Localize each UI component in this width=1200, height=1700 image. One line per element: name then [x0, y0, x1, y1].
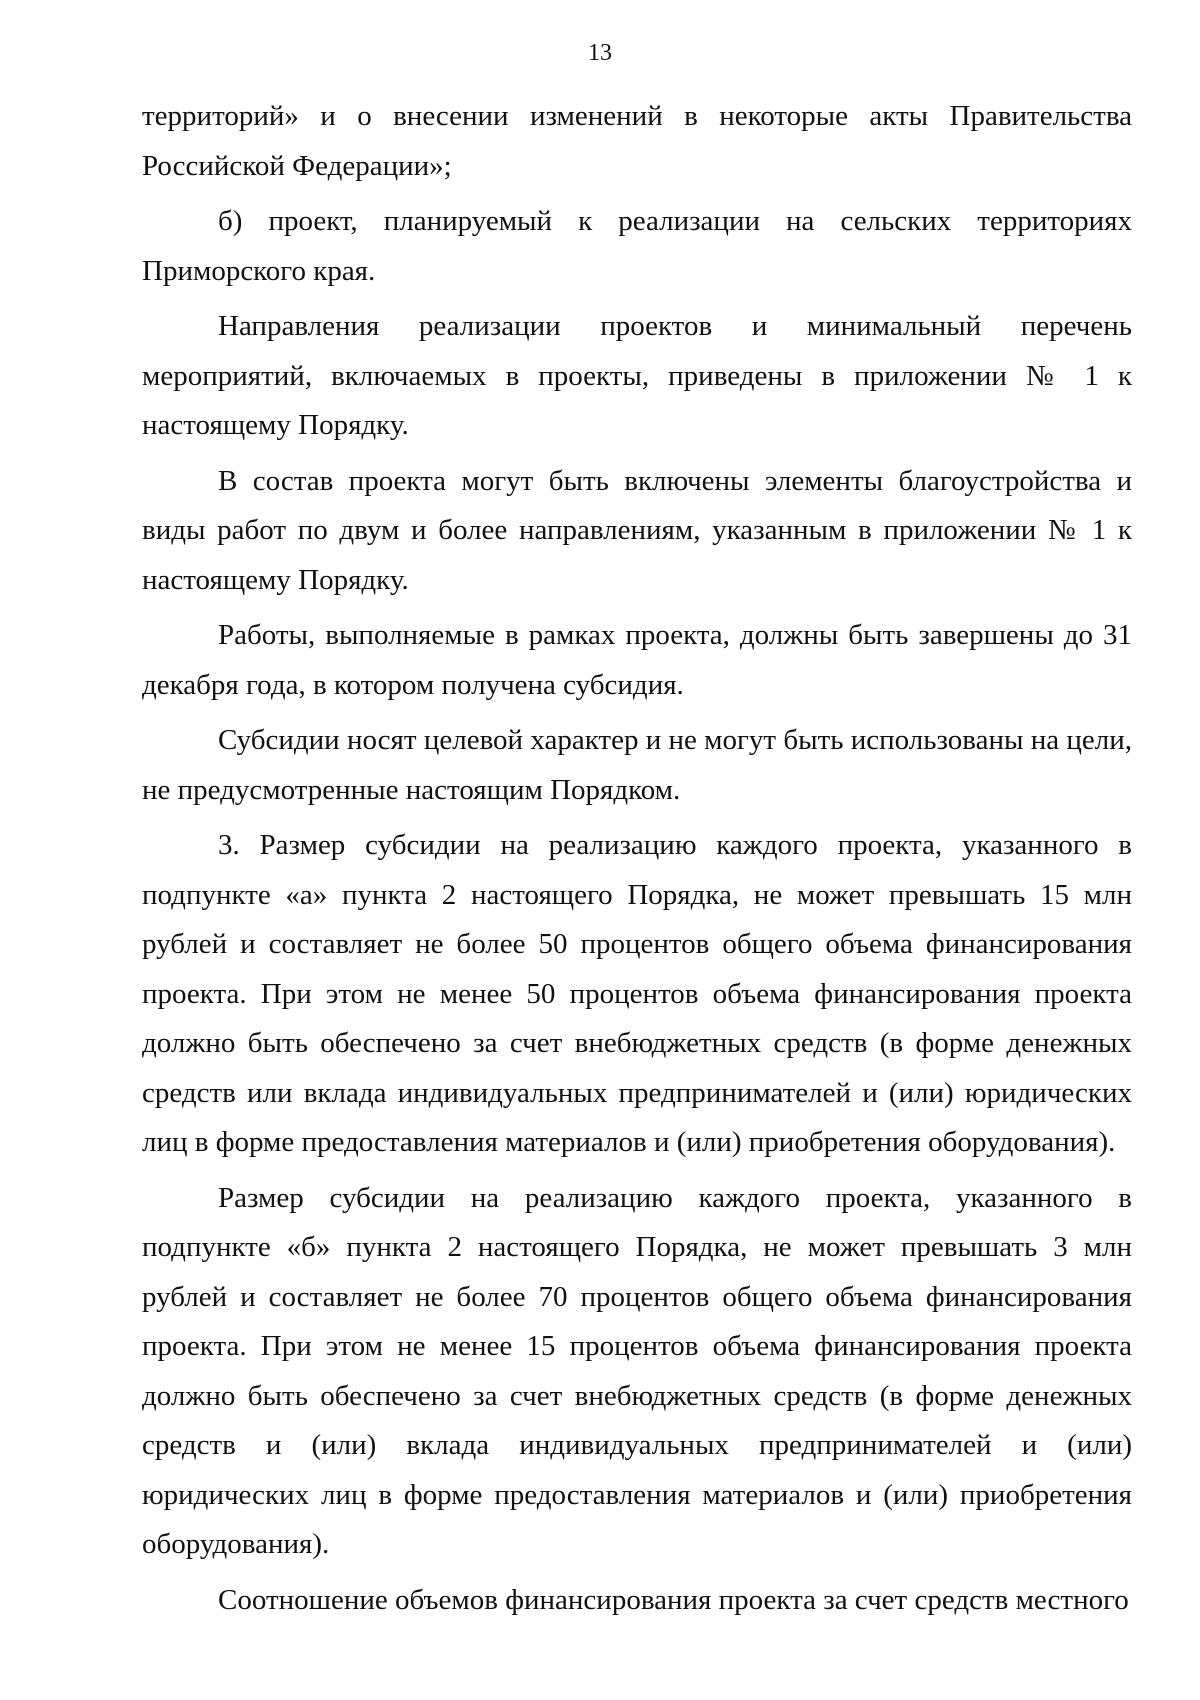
- paragraph-subsidy-size-a: 3. Размер субсидии на реализацию каждого проекта, указанного в подпункте «а» пункта 2 настоящего Порядка, не может превышать 15 млн рублей и составляет не более 50 процентов общего объема финансирования проекта. При этом не менее 50 процентов объема финансирования проекта должно быть обеспечено за счет внебюджетных средств (в форме денежных средств или вклада индивидуальных предпринимателей и (или) юридических лиц в форме предоставления материалов и (или) приобретения оборудования).: [142, 829, 1132, 1158]
- paragraph-financing-ratio: Соотношение объемов финансирования проекта за счет средств местного: [218, 1583, 1129, 1616]
- paragraph-completion-deadline: Работы, выполняемые в рамках проекта, должны быть завершены до 31 декабря года, в котором получена субсидия.: [142, 619, 1132, 701]
- document-body: [142, 92, 1132, 1625]
- paragraph-directions: Направления реализации проектов и минимальный перечень мероприятий, включаемых в проекты, приведены в приложении № 1 к настоящему Порядку.: [142, 310, 1132, 441]
- paragraph-project-composition: В состав проекта могут быть включены элементы благоустройства и виды работ по двум и более направлениям, указанным в приложении № 1 к настоящему Порядку.: [142, 464, 1132, 596]
- paragraph-subsidy-size-b: Размер субсидии на реализацию каждого проекта, указанного в подпункте «б» пункта 2 настоящего Порядка, не может превышать 3 млн рублей и составляет не более 70 процентов общего объема финансирования проекта. При этом не менее 15 процентов объема финансирования проекта должно быть обеспечено за счет внебюджетных средств (в форме денежных средств и (или) вклада индивидуальных предпринимателей и (или) юридических лиц в форме предоставления материалов и (или) приобретения оборудования).: [142, 1181, 1132, 1560]
- paragraph-continuation: территорий» и о внесении изменений в некоторые акты Правительства Российской Федерации»;: [142, 100, 1132, 182]
- paragraph-subsidy-purpose: Субсидии носят целевой характер и не могут быть использованы на цели, не предусмотренные настоящим Порядком.: [142, 724, 1132, 806]
- page-number: 13: [588, 40, 612, 66]
- paragraph-item-b: б) проект, планируемый к реализации на сельских территориях Приморского края.: [142, 205, 1132, 287]
